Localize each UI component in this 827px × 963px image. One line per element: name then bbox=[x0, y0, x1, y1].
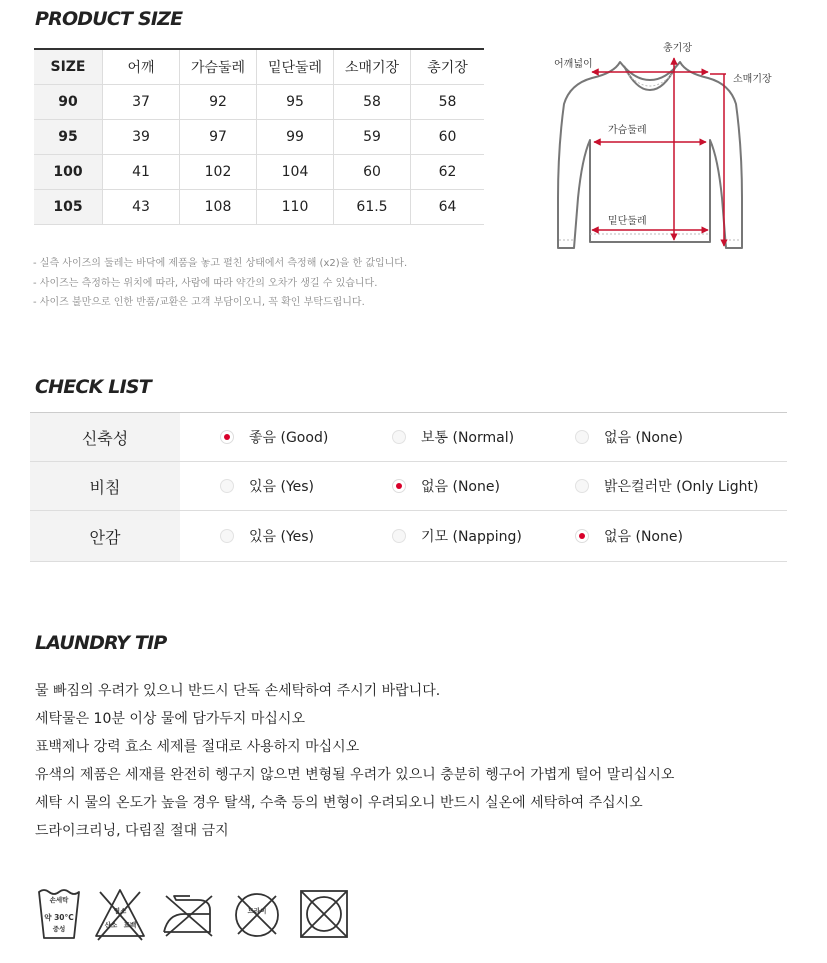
check-option bbox=[180, 413, 392, 462]
table-cell: 64 bbox=[411, 190, 485, 225]
option-label: 좋음 (Good) bbox=[249, 429, 329, 446]
check-option bbox=[392, 462, 575, 511]
check-option bbox=[392, 413, 575, 462]
table-cell: 102 bbox=[180, 155, 257, 190]
chlorine-text: 염소 bbox=[113, 907, 127, 915]
size-value: 95 bbox=[34, 120, 103, 155]
table-row bbox=[34, 85, 484, 120]
size-col-header: SIZE bbox=[34, 49, 103, 85]
table-cell: 97 bbox=[180, 120, 257, 155]
size-table bbox=[34, 48, 484, 225]
measurement-diagram bbox=[540, 38, 790, 258]
size-value: 100 bbox=[34, 155, 103, 190]
size-note: - 사이즈는 측정하는 위치에 따라, 사람에 따라 약간의 오차가 생길 수 있습니다. bbox=[33, 277, 378, 289]
laundry-tip-title: LAUNDRY TIP bbox=[35, 632, 167, 654]
check-row-label: 안감 bbox=[30, 511, 180, 562]
bleach-text: 표백 bbox=[123, 921, 137, 929]
table-cell: 43 bbox=[103, 190, 180, 225]
sleeve-label: 소매기장 bbox=[733, 74, 772, 85]
table-cell: 108 bbox=[180, 190, 257, 225]
table-row bbox=[34, 155, 484, 190]
table-cell: 99 bbox=[257, 120, 334, 155]
check-option bbox=[575, 413, 787, 462]
laundry-tip-line: 세탁 시 물의 온도가 높을 경우 탈색, 수축 등의 변형이 우려되오니 반드시 실온에 세탁하여 주십시오 bbox=[35, 795, 643, 811]
hem-col-header: 밑단둘레 bbox=[257, 49, 334, 85]
chest-label: 가슴둘레 bbox=[608, 125, 647, 136]
size-notes bbox=[33, 254, 407, 313]
sleeve-col-header: 소매기장 bbox=[334, 49, 411, 85]
table-cell: 37 bbox=[103, 85, 180, 120]
size-value: 105 bbox=[34, 190, 103, 225]
table-cell: 60 bbox=[411, 120, 485, 155]
check-list-table bbox=[30, 412, 787, 562]
sweater-icon bbox=[558, 62, 742, 248]
check-row-lining bbox=[30, 511, 787, 562]
oxygen-text: 산소 bbox=[104, 921, 118, 929]
radio-empty-icon bbox=[220, 529, 234, 543]
radio-empty-icon bbox=[392, 529, 406, 543]
radio-selected-icon bbox=[575, 529, 589, 543]
table-cell: 41 bbox=[103, 155, 180, 190]
table-cell: 60 bbox=[334, 155, 411, 190]
radio-empty-icon bbox=[575, 479, 589, 493]
table-cell: 95 bbox=[257, 85, 334, 120]
table-cell: 62 bbox=[411, 155, 485, 190]
check-row-label: 신축성 bbox=[30, 413, 180, 462]
size-note: - 실측 사이즈의 둘레는 바닥에 제품을 놓고 펼친 상태에서 측정해 (x2)을 한 값입니다. bbox=[33, 258, 408, 269]
size-table-header bbox=[34, 49, 484, 85]
check-row-label: 비침 bbox=[30, 462, 180, 511]
no-tumble-dry-icon bbox=[298, 888, 350, 940]
table-cell: 58 bbox=[411, 85, 485, 120]
laundry-tip-line: 표백제나 강력 효소 세제를 절대로 사용하지 마십시오 bbox=[35, 739, 360, 755]
check-option bbox=[180, 511, 392, 562]
hem-label: 밑단둘레 bbox=[608, 216, 647, 227]
table-cell: 39 bbox=[103, 120, 180, 155]
check-option bbox=[392, 511, 575, 562]
dry-clean-text: 드라이 bbox=[247, 907, 267, 915]
table-cell: 59 bbox=[334, 120, 411, 155]
hand-wash-icon bbox=[36, 886, 82, 942]
table-cell: 110 bbox=[257, 190, 334, 225]
check-option bbox=[575, 462, 787, 511]
table-cell: 61.5 bbox=[334, 190, 411, 225]
size-value: 90 bbox=[34, 85, 103, 120]
check-list-title: CHECK LIST bbox=[35, 376, 151, 398]
check-row-sheerness bbox=[30, 462, 787, 511]
laundry-tip-list bbox=[35, 677, 674, 845]
check-row-stretch bbox=[30, 413, 787, 462]
radio-selected-icon bbox=[392, 479, 406, 493]
check-option bbox=[180, 462, 392, 511]
product-size-title: PRODUCT SIZE bbox=[35, 8, 183, 30]
total-length-label: 총기장 bbox=[663, 43, 692, 54]
option-label: 있음 (Yes) bbox=[249, 528, 315, 545]
table-row bbox=[34, 190, 484, 225]
option-label: 없음 (None) bbox=[421, 478, 500, 495]
no-bleach-icon bbox=[92, 886, 148, 942]
radio-empty-icon bbox=[575, 430, 589, 444]
laundry-tip-line: 물 빠짐의 우려가 있으니 반드시 단독 손세탁하여 주시기 바랍니다. bbox=[35, 683, 441, 699]
option-label: 밝은컬러만 (Only Light) bbox=[604, 478, 759, 495]
neutral-detergent-text: 중성 bbox=[52, 925, 66, 933]
option-label: 없음 (None) bbox=[604, 429, 683, 446]
length-col-header: 총기장 bbox=[411, 49, 485, 85]
option-label: 없음 (None) bbox=[604, 528, 683, 545]
laundry-tip-line: 드라이크리닝, 다림질 절대 금지 bbox=[35, 823, 229, 839]
option-label: 있음 (Yes) bbox=[249, 478, 315, 495]
table-cell: 92 bbox=[180, 85, 257, 120]
table-cell: 58 bbox=[334, 85, 411, 120]
no-iron-icon bbox=[160, 892, 216, 938]
table-row bbox=[34, 120, 484, 155]
laundry-tip-line: 세탁물은 10분 이상 물에 담가두지 마십시오 bbox=[35, 711, 305, 727]
chest-col-header: 가슴둘레 bbox=[180, 49, 257, 85]
check-option bbox=[575, 511, 787, 562]
option-label: 보통 (Normal) bbox=[421, 429, 515, 446]
shoulder-col-header: 어깨 bbox=[103, 49, 180, 85]
size-note: - 사이즈 불만으로 인한 반품/교환은 고객 부담이오니, 꼭 확인 부탁드립니다. bbox=[33, 297, 365, 308]
temperature-text: 약 30°C bbox=[44, 913, 74, 922]
option-label: 기모 (Napping) bbox=[421, 528, 522, 545]
radio-empty-icon bbox=[220, 479, 234, 493]
radio-selected-icon bbox=[220, 430, 234, 444]
no-dry-clean-icon bbox=[230, 888, 284, 942]
shoulder-label: 어깨넓이 bbox=[554, 59, 593, 70]
hand-wash-text: 손세탁 bbox=[49, 896, 69, 904]
radio-empty-icon bbox=[392, 430, 406, 444]
table-cell: 104 bbox=[257, 155, 334, 190]
laundry-tip-line: 유색의 제품은 세재를 완전히 헹구지 않으면 변형될 우려가 있으니 충분히 헹구어 가볍게 털어 말리십시오 bbox=[35, 767, 675, 783]
